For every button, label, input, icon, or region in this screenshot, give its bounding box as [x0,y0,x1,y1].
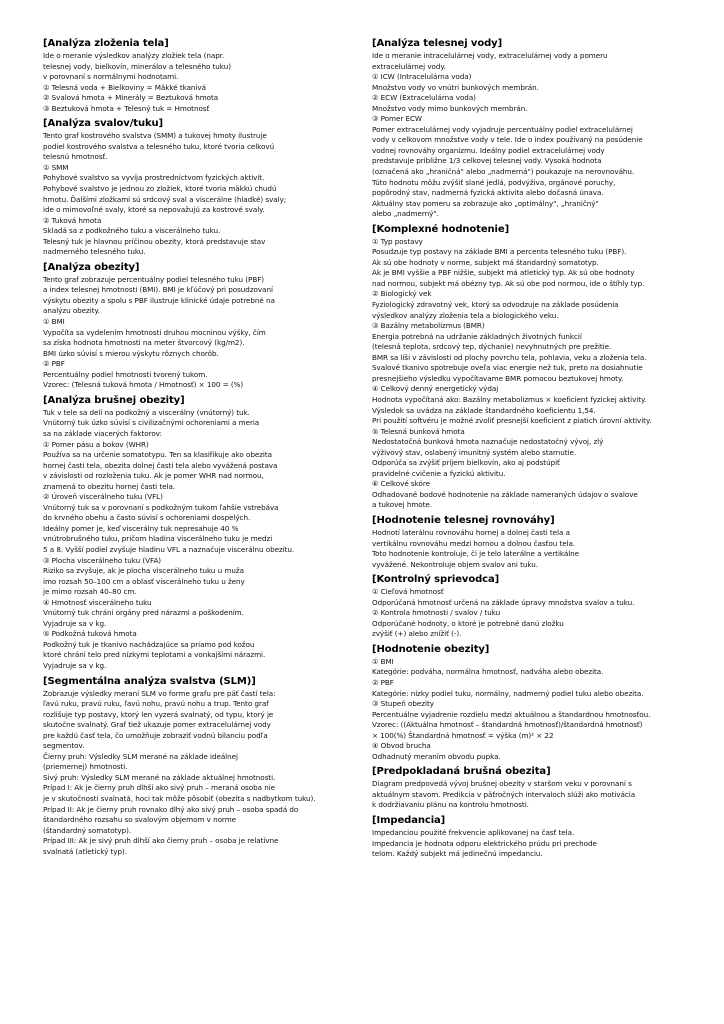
body-text-line: sa získa hodnota hmotnosti na meter štvorcový (kg/m2). [43,338,245,348]
body-text-line: Toto hodnotenie kontroluje, či je telo laterálne a vertikálne [372,549,580,559]
body-text-line: ② Úroveň viscerálneho tuku (VFL) [43,492,163,502]
body-text-line: Ideálny pomer je, keď viscerálny tuk nepresahuje 40 % [43,523,239,533]
body-text-line: alebo „nadmerný". [372,209,439,219]
body-text-line: štandardného rozsahu so svalovým objemom v norme [43,815,237,825]
body-text-line: ① ICW (Intracelulárna voda) [372,72,472,82]
body-text-line: extracelulárnej vody. [372,61,446,71]
body-text-line: v porovnaní s normálnymi hodnotami. [43,72,179,82]
body-text-line: ② PBF [43,359,65,369]
section-analyza-svalov-tuku [43,117,357,258]
body-text-line: ② PBF [372,677,394,687]
section-heading: [Segmentálna analýza svalstva (SLM)] [43,675,256,687]
body-text-line: Telesný tuk je hlavnou príčinou obezity, ktorá predstavuje stav [43,236,266,246]
body-text-line: ② Kontrola hmotnosti / svalov / tuku [372,608,501,618]
body-text-line: nad normou, subjekt má obézny typ. Ak sú obe pod normou, ide o štíhly typ. [372,278,645,288]
body-text-line: pravidelné cvičenie a fyzickú aktivitu. [372,468,506,478]
body-text-line: telom. Každý subjekt má jedinečnú impedanciu. [372,849,543,859]
body-text-line: Podkožný tuk je tkanivo nachádzajúce sa priamo pod kožou [43,639,255,649]
body-text-line: je v skutočnosti svalnatá, hoci tak môže pôsobiť (obezita s nadbytkom tuku). [43,794,316,803]
section-heading: [Analýza brušnej obezity] [43,394,185,406]
body-text-line: ③ Stupeň obezity [372,699,434,709]
body-text-line: BMI úzko súvisí s mierou výskytu rôznych chorôb. [43,348,219,358]
body-text-line: Kategórie: nízky podiel tuku, normálny, nadmerný podiel tuku alebo obezita. [372,688,644,698]
body-text-line: ② Tuková hmota [43,215,102,225]
body-text-line: telesnej vody, bielkovín, minerálov a telesného tuku) [43,61,231,71]
body-text-line: k dodržiavaniu plánu na kontrolu hmotnosti. [372,800,529,810]
section-heading: [Analýza obezity] [43,261,140,273]
body-text-line: × 100(%) Štandardná hmotnosť = výška (m)² × 22 [372,730,554,740]
body-text-line: Energia potrebná na udržanie základných životných funkcií [372,331,582,341]
body-text-line: Čierny pruh: Výsledky SLM merané na základe ideálnej [43,751,238,761]
body-text-line: ⑥ Celkové skóre [372,479,430,489]
section-heading: [Impedancia] [372,815,446,826]
body-text-line: výsledkov analýzy zloženia tela a biologického veku. [372,310,559,320]
section-heading: [Analýza svalov/tuku] [43,118,163,130]
body-text-line: pre každú časť tela, čo umožňuje zobraziť vodnú bilanciu podľa [43,730,268,740]
body-text-line: predstavuje približne 1/3 celkovej telesnej vody. Vysoká hodnota [372,156,602,166]
body-text-line: vnútrobrušného tuku, pričom hladina viscerálneho tuku je medzi [43,534,273,544]
body-text-line: Prípad III: Ak je sivý pruh dlhší ako čierny pruh – osoba je relatívne [43,836,279,846]
section-kontrolny-sprievodca [372,573,690,640]
body-text-line: telesnú hmotnosť. [43,152,108,162]
body-text-line: Vnútorný tuk sa v porovnaní s podkožným tukom ľahšie vstrebáva [43,502,279,512]
body-text-line: Tuk v tele sa delí na podkožný a viscerálny (vnútorný) tuk. [43,407,250,417]
body-text-line: Tento graf kostrového svalstva (SMM) a tukovej hmoty ilustruje [43,131,267,141]
body-text-line: zvýšiť (+) alebo znížiť (-). [372,629,462,639]
body-text-line: vyvážené. Nekontroluje objem svalov ani tuku. [372,559,538,569]
body-text-line: Zobrazuje výsledky meraní SLM vo forme grafu pre päť častí tela: [43,688,276,698]
body-text-line: hornej časti tela, obezita dolnej časti tela alebo vyvážená postava [43,460,278,470]
body-text-line: Skladá sa z podkožného tuku a viscerálneho tuku. [43,226,221,236]
body-text-line: Pri použití softvéru je možné zvoliť presnejší koeficient z piatich úrovní aktivity. [372,416,652,426]
body-text-line: Ide o meranie intracelulárnej vody, extracelulárnej vody a pomeru [372,51,608,60]
section-hodnotenie-obezity [372,643,690,762]
body-text-line: ① SMM [43,162,69,172]
body-text-line: ktoré chráni telo pred nízkymi teplotami a vonkajšími nárazmi. [43,650,266,660]
body-text-line: (označená ako „hraničná" alebo „nadmerná") poukazuje na nerovnováhu. [372,167,635,177]
body-text-line: Prípad II: Ak je čierny pruh rovnako dlhý ako sivý pruh – osoba spadá do [43,804,299,814]
body-text-line: Používa sa na určenie somatotypu. Ten sa klasifikuje ako obezita [43,450,272,460]
body-text-line: (telesná teplota, srdcový tep, dýchanie) nevyhnutných pre prežitie. [372,342,612,352]
body-text-line: Svalové tkanivo spotrebuje oveľa viac energie než tuk, preto na dosiahnutie [372,363,643,373]
body-text-line: ① Cieľová hmotnosť [372,587,444,597]
body-text-line: aktuálnym stavom. Predikcia v päťročných intervaloch slúži ako motivácia [372,789,636,799]
body-text-line: hmotu. Ďalšími zložkami sú srdcový sval a viscerálne (hladké) svaly; [43,194,287,204]
body-text-line: Ide o meranie výsledkov analýzy zložiek tela (napr. [43,51,225,60]
body-text-line: nadmerného telesného tuku. [43,247,146,257]
body-text-line: popôrodný stav, nadmerná fyzická aktivita alebo dočasná únava. [372,188,604,198]
body-text-line: ⑤ Podkožná tuková hmota [43,629,137,639]
section-heading: [Analýza zloženia tela] [43,38,169,49]
section-analyza-brusnej-obezity [43,394,357,672]
section-heading: [Hodnotenie telesnej rovnováhy] [372,514,555,526]
body-text-line: ③ Beztuková hmota + Telesný tuk = Hmotnosť [43,103,210,113]
body-text-line: a tukovej hmote. [372,500,433,510]
body-text-line: vodnej rovnováhy organizmu. Ideálny podiel extracelulárnej vody [372,145,605,155]
body-text-line: Pomer extracelulárnej vody vyjadruje percentuálny podiel extracelulárnej [372,124,633,134]
section-analyza-obezity [43,261,357,391]
body-text-line: do krvného obehu a často súvisí s ochoreniami dospelých. [43,513,251,523]
section-hodnotenie-telesnej-rovnovahy [372,514,690,570]
body-text-line: Ak je BMI vyššie a PBF nižšie, subjekt má atletický typ. Ak sú obe hodnoty [372,268,635,278]
body-text-line: Vzorec: (Telesná tuková hmota / Hmotnosť) × 100 = (%) [43,380,244,390]
body-text-line: vertikálnu rovnováhu medzi hornou a dolnou časťou tela. [372,538,576,548]
body-text-line: ② Biologický vek [372,289,432,299]
body-text-line: Kategórie: podváha, normálna hmotnosť, nadváha alebo obezita. [372,667,604,677]
body-text-line: Fyziologický zdravotný vek, ktorý sa odvodzuje na základe posúdenia [372,300,619,310]
section-heading: [Hodnotenie obezity] [372,643,490,655]
body-text-line: Túto hodnotu môžu zvýšiť slané jedlá, podvýživa, orgánové poruchy, [372,177,616,187]
body-text-line: ④ Obvod brucha [372,741,431,751]
body-text-line: skutočne svalnatý. Graf tiež ukazuje pomer extracelulárnej vody [43,720,271,730]
body-text-line: ľavú ruku, pravú ruku, ľavú nohu, pravú nohu a trup. Tento graf [43,699,269,709]
body-text-line: ③ Plocha viscerálneho tuku (VFA) [43,555,162,565]
body-text-line: znamená to obezitu hornej časti tela. [43,481,176,491]
body-text-line: ③ Pomer ECW [372,114,422,124]
body-text-line: Nedostatočná bunková hmota naznačuje nedostatočný vývoj, zlý [372,437,604,447]
body-text-line: ④ Celkový denný energetický výdaj [372,384,499,394]
body-text-line: výživový stav, oslabený imunitný systém alebo starnutie. [372,447,577,457]
body-text-line: Riziko sa zvyšuje, ak je plocha viscerálneho tuku u muža [43,566,244,576]
body-text-line: Pohybové svalstvo je jednou zo zložiek, ktoré tvoria mäkkú chudú [43,184,277,194]
body-text-line: Impedanciou použité frekvencie aplikovanej na časť tela. [372,828,575,837]
body-text-line: Tento graf zobrazuje percentuálny podiel telesného tuku (PBF) [43,274,265,284]
section-heading: [Analýza telesnej vody] [372,38,503,49]
body-text-line: Percentuálny podiel hmotnosti tvorený tukom. [43,369,208,379]
body-text-line: Pohybové svalstvo sa vyvíja prostredníctvom fyzických aktivít. [43,173,265,183]
body-text-line: BMR sa líši v závislosti od plochy povrchu tela, pohlavia, veku a zloženia tela. [372,352,647,362]
body-text-line: (priemernej) hmotnosti. [43,762,128,772]
body-text-line: Vnútorný tuk chráni orgány pred nárazmi a poškodením. [43,608,244,618]
body-text-line: ② Svalová hmota + Minerály = Beztuková hmota [43,93,219,103]
body-text-line: ④ Hmotnosť viscerálneho tuku [43,597,152,607]
section-segmentalna-analyza-svalstva-slm [43,675,357,858]
section-heading: [Komplexné hodnotenie] [372,223,510,235]
right-column [372,34,690,860]
section-heading: [Kontrolný sprievodca] [372,574,500,586]
body-text-line: výskytu obezity a spolu s PBF ilustruje klinické údaje potrebné na [43,295,275,305]
body-text-line: a index telesnej hmotnosti (BMI). BMI je kľúčový pri posudzovaní [43,285,273,295]
body-text-line: Diagram predpovedá vývoj brušnej obezity v staršom veku v porovnaní s [372,779,632,789]
body-text-line: Ak sú obe hodnoty v norme, subjekt má štandardný somatotyp. [372,257,599,267]
body-text-line: Odporúčané hodnoty, o ktoré je potrebné danú zložku [372,618,564,628]
body-text-line: ① Typ postavy [372,236,423,246]
body-text-line: ① Telesná voda + Bielkoviny = Mäkké tkanivá [43,82,206,92]
body-text-line: presnejšieho výsledku vypočítavame BMR pomocou beztukovej hmoty. [372,373,624,383]
body-text-line: Posudzuje typ postavy na základe BMI a percenta telesného tuku (PBF). [372,247,627,257]
body-text-line: segmentov. [43,741,85,751]
body-text-line: ② ECW (Extracelulárna voda) [372,93,476,103]
body-text-line: Odhadnutý meraním obvodu pupka. [372,751,501,761]
body-text-line: ① BMI [43,317,65,327]
body-text-line: Vyjadruje sa v kg. [43,618,107,628]
section-komplexne-hodnotenie [372,223,690,511]
section-predpokladana-brusna-obezita [372,765,690,811]
body-text-line: je mimo rozsah 40–80 cm. [43,587,137,597]
body-text-line: Aktuálny stav pomeru sa zobrazuje ako „optimálny", „hraničný" [372,198,599,208]
body-text-line: Hodnotí laterálnu rovnováhu hornej a dolnej časti tela a [372,527,570,537]
body-text-line: sa na základe viacerých faktorov: [43,428,162,438]
body-text-line: Percentuálne vyjadrenie rozdielu medzi aktuálnou a štandardnou hmotnosťou. [372,709,651,719]
body-text-line: vody v celkovom množstve vody v tele. Ide o index používaný na posúdenie [372,135,643,145]
section-analyza-telesnej-vody [372,37,690,220]
body-text-line: Sivý pruh: Výsledky SLM merané na základe aktuálnej hmotnosti. [43,772,276,782]
body-text-line: Vnútorný tuk úzko súvisí s civilizačnými ochoreniami a meria [43,418,260,428]
body-text-line: Odhadované bodové hodnotenie na základe nameraných údajov o svalove [372,489,638,499]
body-text-line: Vzorec: ((Aktuálna hmotnosť – štandardná hmotnosť)/štandardná hmotnosť) [372,720,643,730]
body-text-line: analýzu obezity. [43,306,100,316]
left-column [43,34,357,857]
body-text-line: Odporúča sa zvýšiť príjem bielkovín, ako aj podstúpiť [372,458,560,468]
section-heading: [Predpokladaná brušná obezita] [372,766,551,778]
body-text-line: svalnatá (atletický typ). [43,846,127,856]
body-text-line: ⑤ Telesná bunková hmota [372,426,465,436]
body-text-line: imo rozsah 50–100 cm a oblasť viscerálneho tuku u ženy [43,576,245,586]
body-text-line: (štandardný somatotyp). [43,825,132,835]
body-text-line: ① BMI [372,656,394,666]
section-impedancia [372,814,690,860]
section-analyza-zlozenia-tela [43,37,357,114]
body-text-line: Množstvo vody vo vnútri bunkových membrán. [372,82,539,92]
body-text-line: Prípad I: Ak je čierny pruh dlhší ako sivý pruh – meraná osoba nie [43,783,276,793]
body-text-line: ③ Bazálny metabolizmus (BMR) [372,321,485,331]
body-text-line: Hodnota vypočítaná ako: Bazálny metabolizmus × koeficient fyzickej aktivity. [372,394,647,404]
body-text-line: v závislosti od rozloženia tuku. Ak je pomer WHR nad normou, [43,471,264,481]
body-text-line: Vypočíta sa vydelením hmotnosti druhou mocninou výšky, čím [43,327,266,337]
body-text-line: Odporúčaná hmotnosť určená na základe úpravy množstva svalov a tuku. [372,597,635,607]
body-text-line: podiel kostrového svalstva a telesného tuku, ktoré tvoria celkovú [43,141,275,151]
body-text-line: 5 a 8. Vyšší podiel zvyšuje hladinu VFL a naznačuje viscerálnu obezitu. [43,544,295,554]
body-text-line: rozlišuje typ postavy, ktorý len vyzerá svalnatý, od typu, ktorý je [43,709,274,719]
body-text-line: Impedancia je hodnota odporu elektrického prúdu pri prechode [372,838,597,848]
body-text-line: ① Pomer pásu a bokov (WHR) [43,439,149,449]
body-text-line: Výsledok sa uvádza na základe štandardného koeficientu 1,54. [372,405,596,415]
body-text-line: Množstvo vody mimo bunkových membrán. [372,103,528,113]
body-text-line: Vyjadruje sa v kg. [43,660,107,670]
body-text-line: ide o mimovoľné svaly, ktoré sa nepovažujú za kostrové svaly. [43,205,265,215]
